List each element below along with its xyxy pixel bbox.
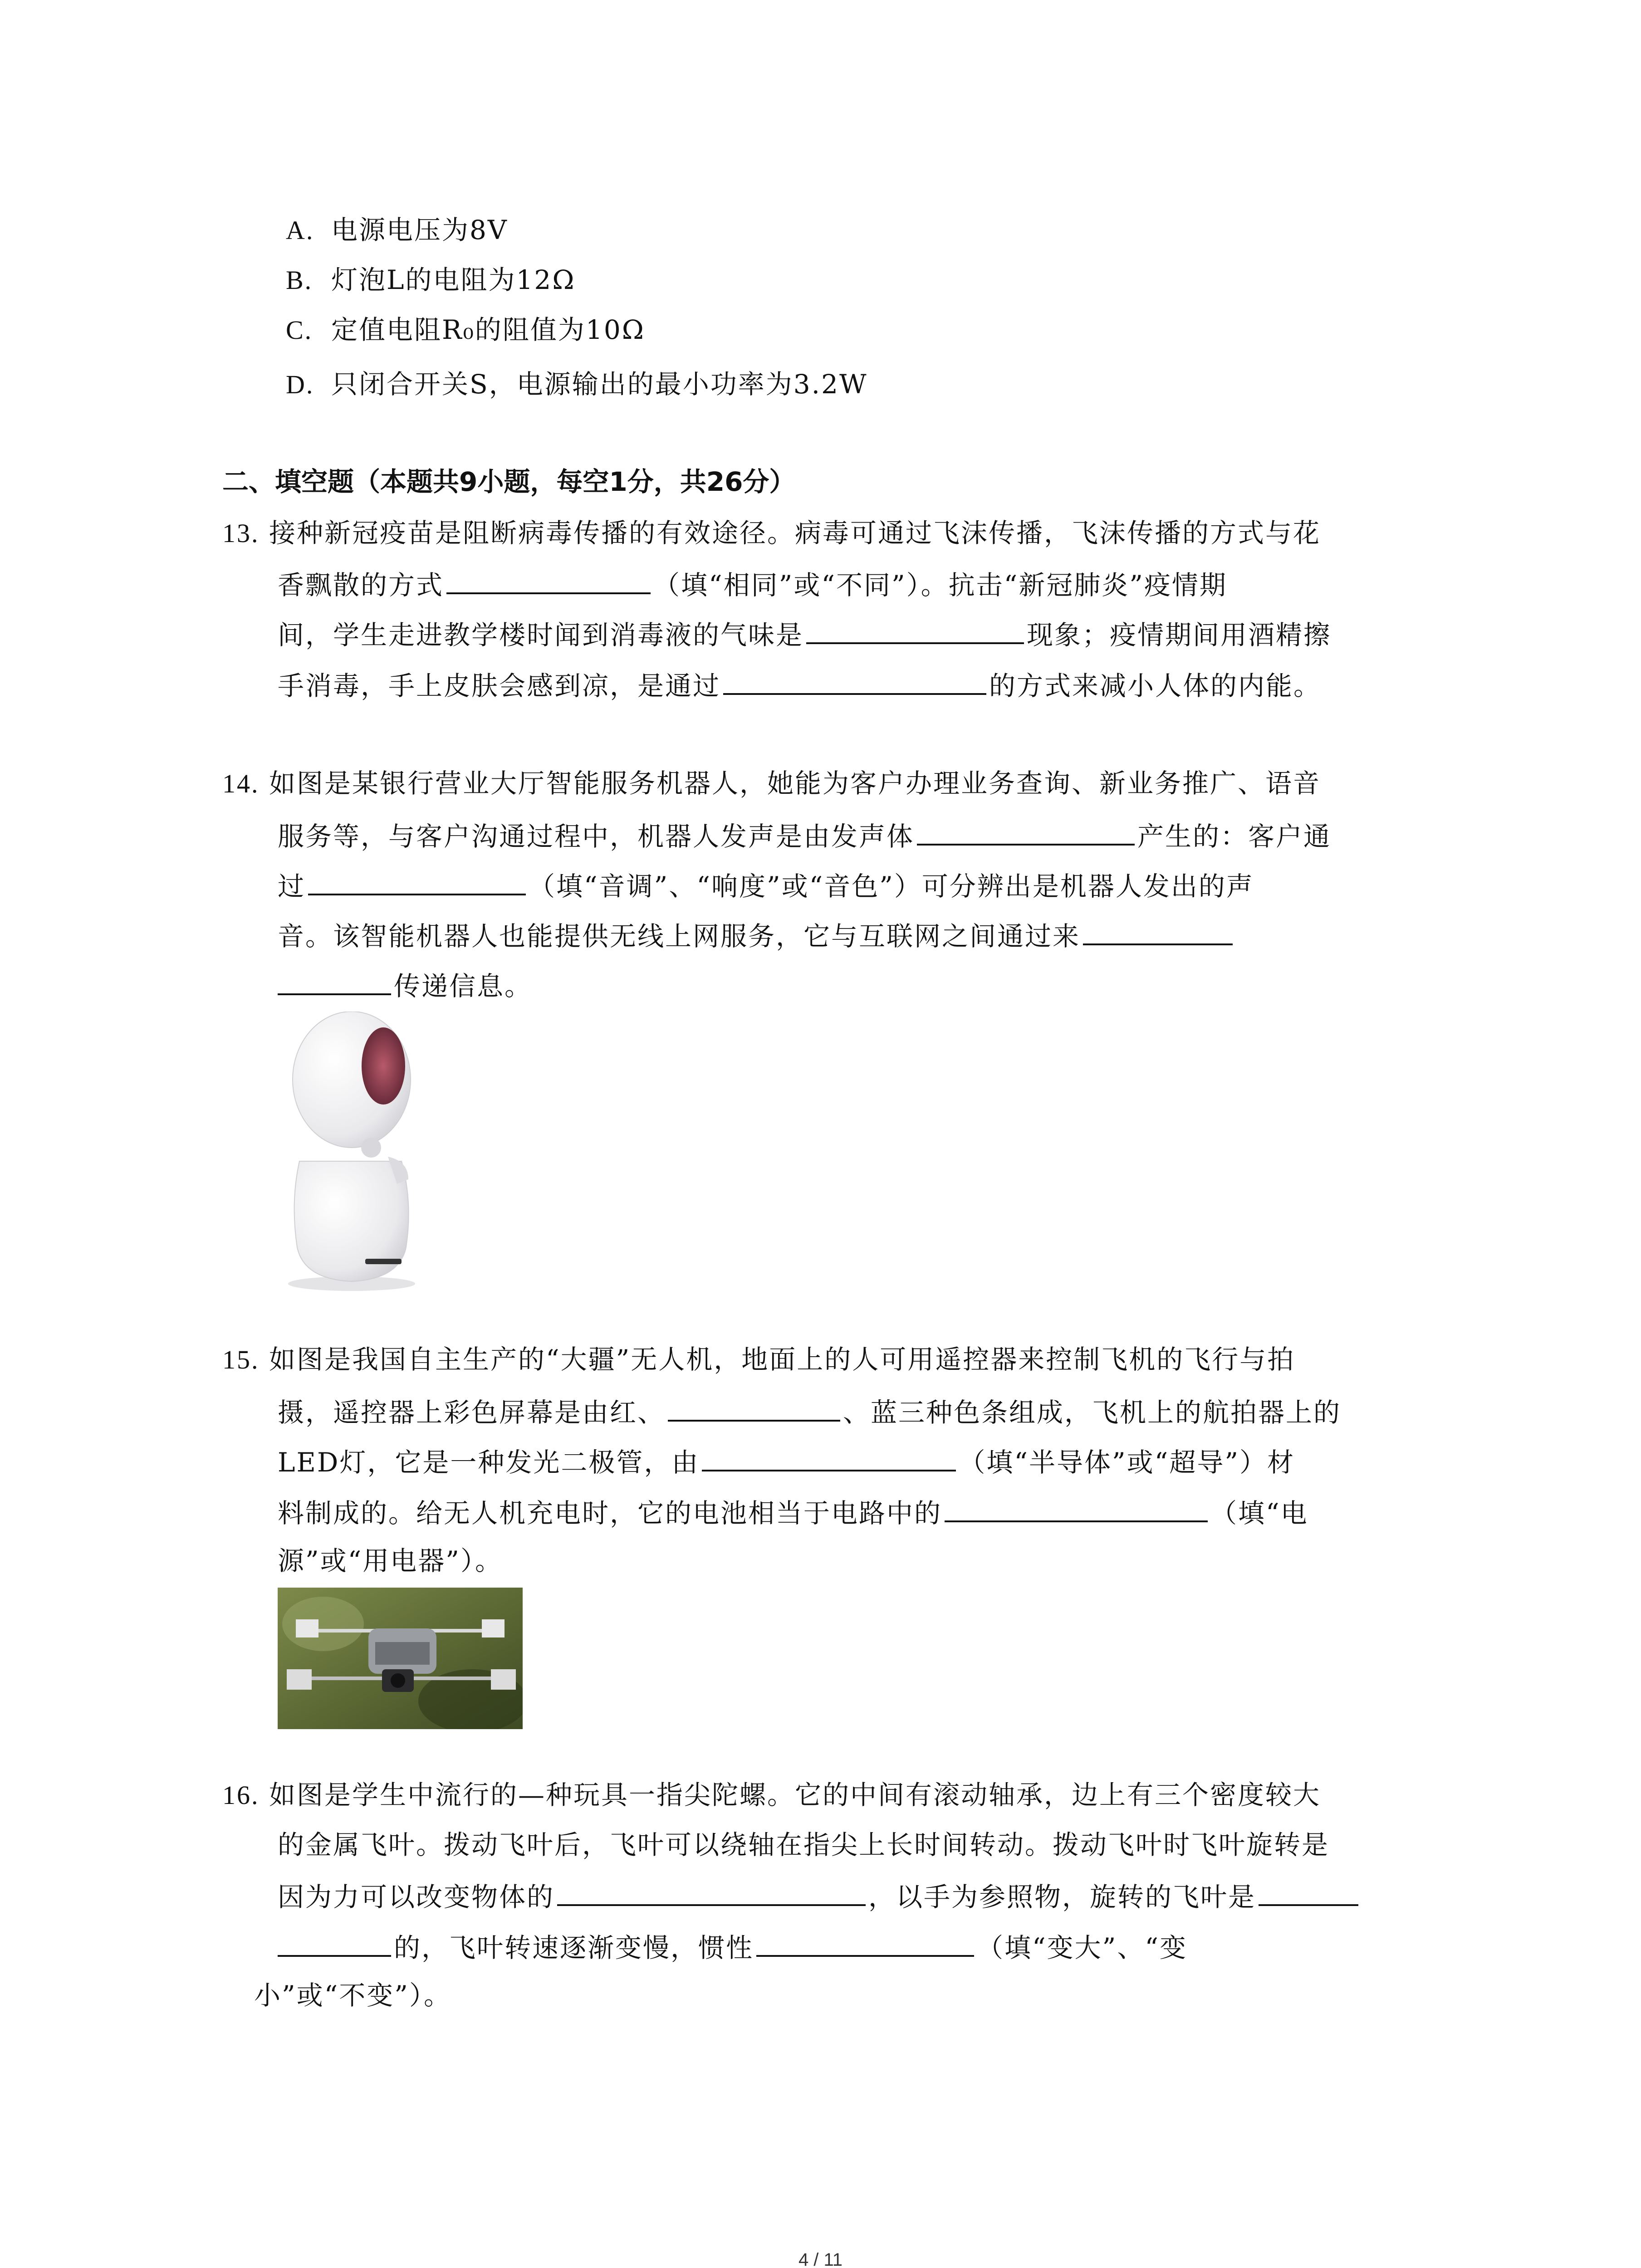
question-text: 传递信息。 [394, 971, 533, 1002]
question-text: 产生的：客户通 [1137, 821, 1332, 852]
question-text: 源”或“用电器”）。 [278, 1545, 503, 1576]
option-a [286, 213, 508, 247]
question-text: 香飘散的方式 [278, 570, 444, 601]
question-15-line-1 [222, 1343, 1295, 1377]
question-text: ，以手为参照物，旋转的飞叶是 [868, 1882, 1256, 1912]
question-number: 13. [222, 518, 260, 548]
question-text: 音。该智能机器人也能提供无线上网服务，它与互联网之间通过来 [278, 921, 1081, 952]
question-13-line-2 [278, 566, 1227, 602]
question-13-line-3 [278, 616, 1331, 652]
option-b [286, 263, 575, 297]
question-16-line-4 [278, 1929, 1187, 1965]
answer-blank[interactable] [945, 1494, 1208, 1522]
question-text: 摄，遥控器上彩色屏幕是由红、 [278, 1397, 666, 1428]
question-text: （填“变大”、“变 [977, 1932, 1187, 1963]
option-text: 电源电压为8V [331, 215, 508, 245]
question-text: 因为力可以改变物体的 [278, 1882, 555, 1912]
question-text: 小”或“不变”）。 [254, 1980, 451, 2011]
robot-image [272, 1012, 426, 1293]
question-text: （填“半导体”或“超导”）材 [959, 1447, 1295, 1478]
option-c [286, 313, 645, 347]
question-text: 的方式来减小人体的内能。 [989, 670, 1322, 701]
question-14-line-5 [278, 967, 532, 1003]
question-14-line-2 [278, 817, 1331, 853]
answer-blank[interactable] [308, 867, 526, 895]
question-number: 14. [222, 769, 260, 798]
question-16-line-2 [278, 1828, 1329, 1862]
question-text: （填“相同”或“不同”）。抗击“新冠肺炎”疫情期 [653, 570, 1227, 601]
question-text: （填“电 [1210, 1498, 1308, 1529]
answer-blank[interactable] [446, 566, 651, 594]
question-13-line-1 [222, 516, 1321, 550]
question-15-line-3 [278, 1443, 1295, 1479]
question-number: 15. [222, 1345, 260, 1374]
question-text: 如图是我国自主生产的“大疆”无人机，地面上的人可用遥控器来控制飞机的飞行与拍 [269, 1344, 1295, 1375]
answer-blank[interactable] [806, 616, 1024, 644]
answer-blank[interactable] [668, 1393, 840, 1422]
question-15-line-4 [278, 1494, 1308, 1530]
question-text: 服务等，与客户沟通过程中，机器人发声是由发声体 [278, 821, 915, 852]
option-label: C. [286, 315, 313, 345]
answer-blank[interactable] [702, 1443, 956, 1471]
question-14-line-1 [222, 767, 1321, 801]
question-15-line-2 [278, 1393, 1341, 1429]
question-text: 现象；疫情期间用酒精擦 [1027, 620, 1332, 650]
question-text: LED灯，它是一种发光二极管，由 [278, 1447, 700, 1478]
question-16-line-1 [222, 1778, 1321, 1812]
answer-blank[interactable] [917, 817, 1135, 846]
question-14-line-4 [278, 917, 1235, 953]
question-text: （填“音调”、“响度”或“音色”）可分辨出是机器人发出的声 [529, 871, 1254, 902]
answer-blank[interactable] [557, 1878, 866, 1906]
question-text: 如图是学生中流行的—种玩具一指尖陀螺。它的中间有滚动轴承，边上有三个密度较大 [269, 1779, 1321, 1810]
question-text: 间，学生走进教学楼时闻到消毒液的气味是 [278, 620, 804, 650]
answer-blank-continued[interactable] [278, 967, 391, 995]
drone-image [278, 1588, 523, 1729]
question-text: 手消毒，手上皮肤会感到凉，是通过 [278, 670, 721, 701]
question-text: 的金属飞叶。拨动飞叶后，飞叶可以绕轴在指尖上长时间转动。拨动飞叶时飞叶旋转是 [278, 1829, 1330, 1860]
question-text: 过 [278, 871, 306, 902]
answer-blank-continued[interactable] [278, 1929, 391, 1957]
question-number: 16. [222, 1780, 260, 1810]
answer-blank[interactable] [1083, 917, 1233, 945]
option-text: 只闭合开关S，电源输出的最小功率为3.2W [331, 369, 868, 400]
question-13-line-4 [278, 667, 1321, 703]
section-heading: 二、填空题（本题共9小题，每空1分，共26分） [222, 466, 796, 497]
question-text: 料制成的。给无人机充电时，它的电池相当于电路中的 [278, 1498, 942, 1529]
answer-blank[interactable] [723, 667, 986, 695]
option-label: A. [286, 215, 314, 245]
question-16-line-5 [254, 1979, 451, 2012]
question-14-line-3 [278, 867, 1254, 903]
question-text: 如图是某银行营业大厅智能服务机器人，她能为客户办理业务查询、新业务推广、语音 [269, 768, 1321, 799]
question-text: 接种新冠疫苗是阻断病毒传播的有效途径。病毒可通过飞沫传播，飞沫传播的方式与花 [269, 518, 1321, 548]
option-d [286, 367, 868, 401]
answer-blank[interactable] [1259, 1878, 1358, 1906]
option-text: 定值电阻R₀的阻值为10Ω [331, 314, 645, 345]
question-15-line-5 [278, 1544, 503, 1578]
question-text: 的，飞叶转速逐渐变慢，惯性 [394, 1932, 754, 1963]
question-16-line-3 [278, 1878, 1361, 1914]
option-label: B. [286, 265, 313, 295]
option-label: D. [286, 370, 314, 399]
option-text: 灯泡L的电阻为12Ω [331, 264, 576, 295]
question-text: 、蓝三种色条组成，飞机上的航拍器上的 [843, 1397, 1342, 1428]
answer-blank[interactable] [756, 1929, 974, 1957]
page-number: 4 / 11 [798, 2250, 843, 2268]
